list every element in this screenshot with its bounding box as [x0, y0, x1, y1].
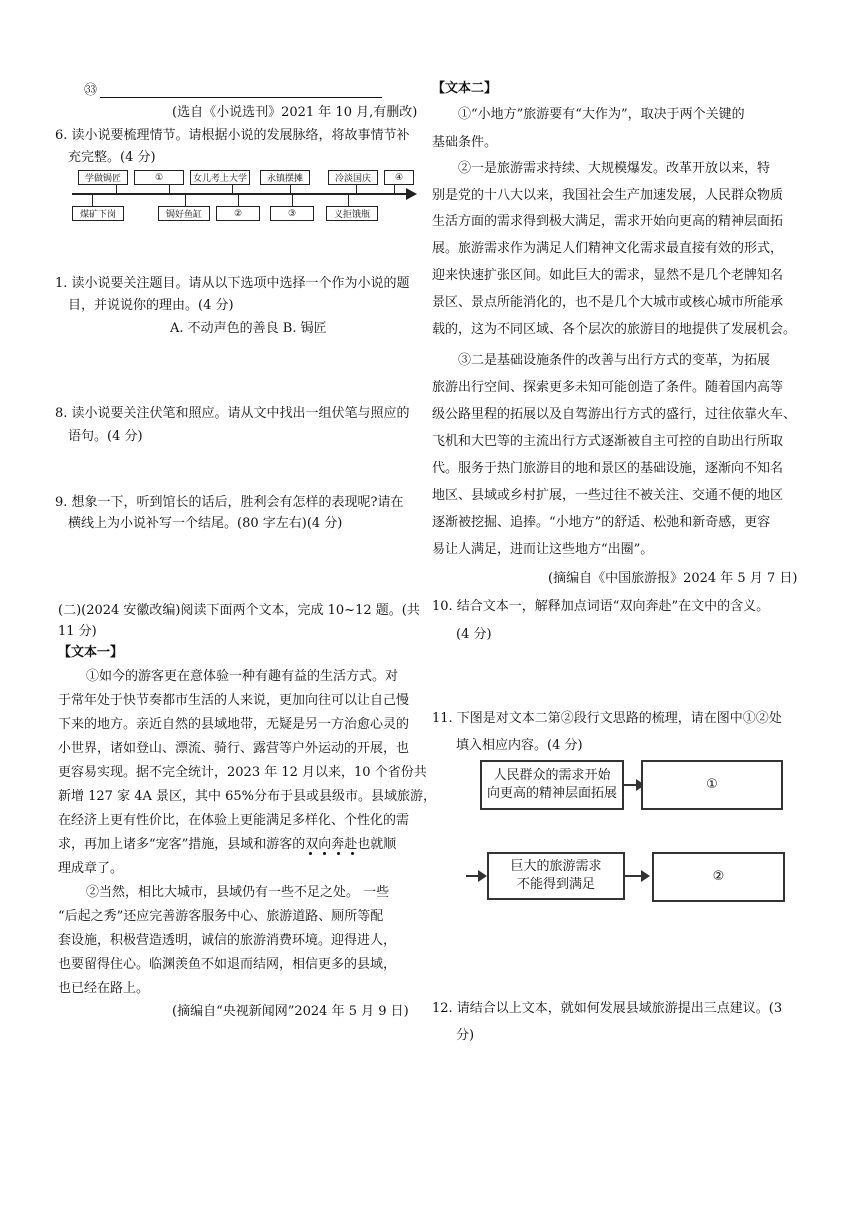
question-6-line2: 充完整。(4 分) — [68, 150, 156, 165]
plot-timeline — [72, 193, 412, 195]
text-line: 下来的地方。亲近自然的县域地带，无疑是另一方治愈心灵的 — [58, 717, 410, 732]
text-2-source: (摘编自《中国旅游报》2024 年 5 月 7 日) — [548, 571, 798, 586]
plot-connector — [169, 184, 170, 193]
text-line: 飞机和大巴等的主流出行方式逐渐被自主可控的自助出行所取 — [432, 434, 784, 449]
plot-connector — [348, 194, 349, 206]
question-9-line1: 9. 想象一下，听到馆长的话后，胜利会有怎样的表现呢?请在 — [55, 495, 404, 510]
plot-bottom-box: 义拒饿瓶 — [326, 206, 378, 221]
text-line: 套设施，积极营造透明，诚信的旅游消费环境。迎得进人， — [58, 933, 397, 948]
plot-connector — [92, 194, 93, 206]
text-line: 景区、景点所能消化的，也不是几个大城市或核心城市所能承 — [432, 295, 784, 310]
question-10-line2: (4 分) — [456, 627, 492, 642]
text-line: ②当然，相比大城市，县域仍有一些不足之处。 一些 — [86, 885, 390, 900]
text-line: 基础条件。 — [432, 135, 498, 150]
text-1-source: (摘编自“央视新闻网”2024 年 5 月 9 日) — [172, 1004, 409, 1019]
arrow-icon — [478, 870, 487, 882]
text-line: 级公路里程的拓展以及自驾游出行方式的盛行，过往依靠火车、 — [432, 407, 797, 422]
text-line: 地区、县域或乡村扩展，一些过往不被关注、交通不便的地区 — [432, 488, 784, 503]
text-line: ③二是基础设施条件的改善与出行方式的变革，为拓展 — [458, 353, 771, 368]
question-7-line1: 1. 读小说要关注题目。请从以下选项中选择一个作为小说的题 — [55, 276, 410, 291]
section-2-heading-line2: 11 分) — [58, 624, 97, 639]
flow-box-unmet-demand — [487, 852, 625, 900]
section-2-heading-line1: (二)(2024 安徽改编)阅读下面两个文本，完成 10~12 题。(共 — [58, 603, 420, 618]
text-line: 更容易实现。据不完全统计，2023 年 12 月以来，10 个省份共 — [58, 765, 427, 780]
plot-bottom-box[interactable]: ② — [216, 206, 260, 221]
text-line: 旅游出行空间、探索更多未知可能创造了条件。随着国内高等 — [432, 380, 784, 395]
text-line: 在经济上更有性价比，在体验上更能满足多样化、个性化的需 — [58, 813, 410, 828]
plot-connector — [356, 184, 357, 193]
emphasis-dots — [305, 852, 365, 856]
answer-line-33[interactable] — [100, 97, 382, 98]
text-line: “后起之秀”还应完善游客服务中心、旅游道路、厕所等配 — [58, 909, 384, 924]
plot-top-box[interactable]: ④ — [384, 170, 414, 185]
plot-top-box: 学做锔匠 — [78, 170, 128, 185]
plot-diagram — [70, 168, 420, 224]
text-line: 别是党的十八大以来，我国社会生产加速发展，人民群众物质 — [432, 188, 784, 203]
text-2-title: 【文本二】 — [432, 81, 498, 96]
question-7-options: A. 不动声色的善良 B. 锔匠 — [170, 321, 327, 336]
text-line: 展。旅游需求作为满足人们精神文化需求最直接有效的形式， — [432, 241, 784, 256]
text-line: ②一是旅游需求持续、大规模爆发。改革开放以来，特 — [458, 161, 771, 176]
arrow-icon — [641, 870, 650, 882]
flow-box-blank-2[interactable] — [652, 852, 785, 902]
flow-box-text: 巨大的旅游需求 不能得到满足 — [510, 859, 602, 892]
text-line: 小世界，诸如登山、漂流、骑行、露营等户外运动的开展，也 — [58, 741, 410, 756]
question-12-line1: 12. 请结合以上文本，就如何发展县域旅游提出三点建议。(3 — [432, 1001, 783, 1016]
question-11-line1: 11. 下图是对文本二第②段行文思路的梳理，请在图中①②处 — [432, 711, 782, 726]
plot-top-box: 永镇摆摊 — [260, 170, 310, 185]
text-line: ①如今的游客更在意体验一种有趣有益的生活方式。对 — [86, 669, 399, 684]
plot-connector — [290, 184, 291, 193]
plot-connector — [185, 194, 186, 206]
flow-box-demand-expansion — [480, 760, 624, 810]
novel-source: (选自《小说选刊》2021 年 10 月,有删改) — [172, 105, 418, 120]
plot-bottom-box[interactable]: ③ — [270, 206, 314, 221]
plot-connector — [394, 184, 395, 193]
plot-arrowhead — [406, 188, 417, 200]
flow-box-blank-1[interactable] — [641, 760, 783, 810]
flow-box-text: 人民群众的需求开始 向更高的精神层面拓展 — [486, 768, 617, 801]
flow-box-label: ① — [706, 777, 718, 792]
text-line: 载的，这为不同区域、各个层次的旅游目的地提供了发展机会。 — [432, 322, 797, 337]
question-8-line1: 8. 读小说要关注伏笔和照应。请从文中找出一组伏笔与照应的 — [55, 406, 410, 421]
question-8-line2: 语句。(4 分) — [68, 429, 143, 444]
text-line: 逐渐被挖掘、追捧。“小地方”的舒适、松弛和新奇感，更容 — [432, 515, 771, 530]
plot-bottom-box: 煤矿下岗 — [72, 206, 124, 221]
text-line: 迎来快速扩张区间。如此巨大的需求，显然不是几个老牌知名 — [432, 268, 784, 283]
question-33-number: ㉝ — [84, 83, 98, 98]
plot-connector — [292, 194, 293, 206]
question-7-line2: 目，并说说你的理由。(4 分) — [68, 298, 234, 313]
plot-bottom-box: 锔好鱼缸 — [158, 206, 210, 221]
plot-connector — [232, 184, 233, 193]
plot-connector — [116, 184, 117, 193]
text-line: 也要留得住心。临渊羡鱼不如退而结网，相信更多的县域， — [58, 957, 397, 972]
text-line: 易让人满足，进而让这些地方“出圈”。 — [432, 542, 654, 557]
flow-box-label: ② — [712, 869, 725, 884]
question-10-line1: 10. 结合文本一，解释加点词语“双向奔赴”在文中的含义。 — [432, 599, 770, 614]
text-line: 新增 127 家 4A 景区，其中 65%分布于县或县级市。县域旅游， — [58, 789, 437, 804]
question-12-line2: 分) — [456, 1028, 475, 1043]
plot-top-box: 冷淡国庆 — [328, 170, 378, 185]
text-line: 生活方面的需求得到极大满足，需求开始向更高的精神层面拓 — [432, 214, 784, 229]
text-line: 代。服务于热门旅游目的地和景区的基础设施，逐渐向不知名 — [432, 461, 784, 476]
text-line: 理成章了。 — [58, 861, 124, 876]
question-6-line1: 6. 读小说要梳理情节。请根据小说的发展脉络，将故事情节补 — [55, 128, 410, 143]
text-line: ①“小地方”旅游要有“大作为”，取决于两个关键的 — [458, 107, 745, 122]
text-line: 也已经在路上。 — [58, 981, 150, 996]
text-line: 于常年处于快节奏都市生活的人来说，更加向往可以让自己慢 — [58, 693, 410, 708]
plot-connector — [238, 194, 239, 206]
text-line: 求，再加上诸多“宠客”措施，县域和游客的双向奔赴也就顺 — [58, 837, 397, 852]
text-1-title: 【文本一】 — [58, 645, 124, 660]
question-11-line2: 填入相应内容。(4 分) — [456, 738, 583, 753]
plot-top-box: 女儿考上大学 — [190, 170, 250, 185]
plot-top-box[interactable]: ① — [134, 170, 184, 185]
question-9-line2: 横线上为小说补写一个结尾。(80 字左右)(4 分) — [68, 516, 343, 531]
